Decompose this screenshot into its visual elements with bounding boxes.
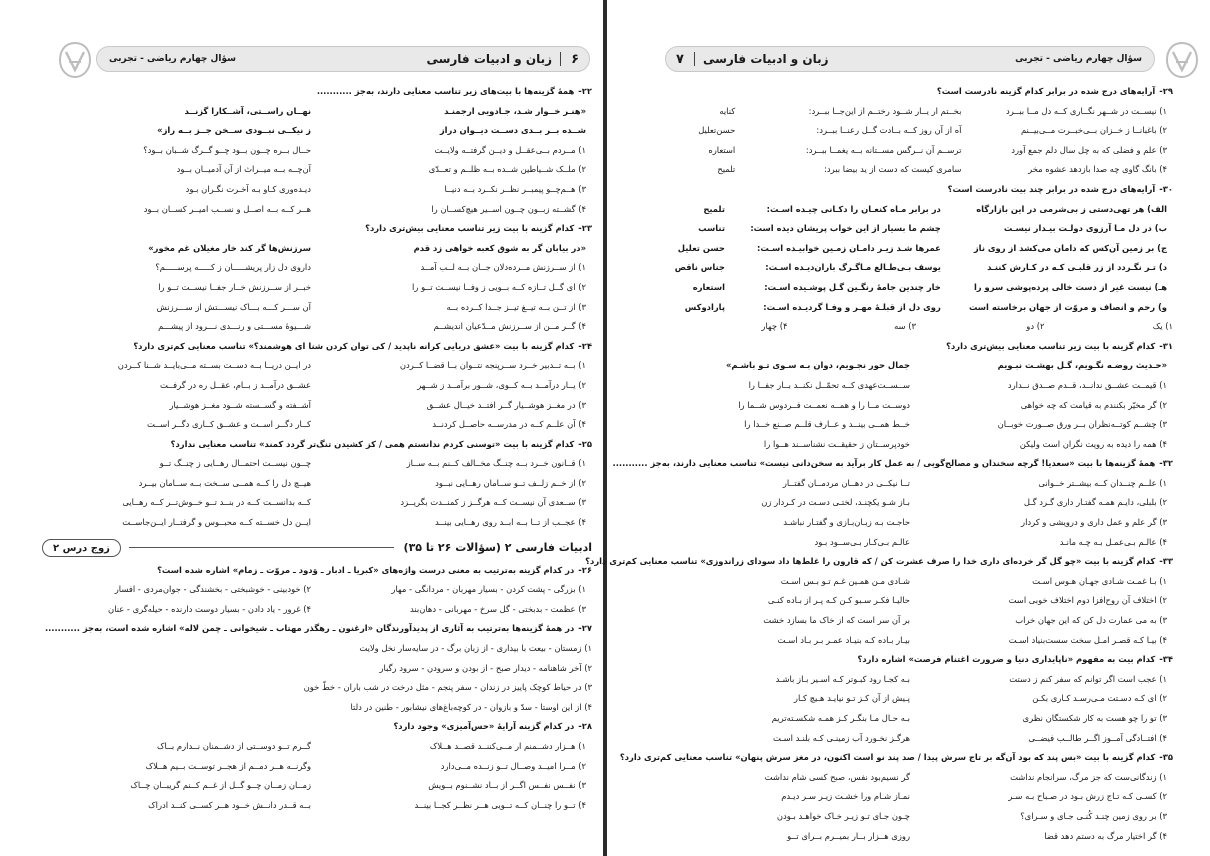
option-text: عالـم بـی‌کـار بـی‌ســود بـود [814,536,910,547]
option-text: ۳) نفــس نفــس اگــر از بــاد نشــنوم بــویش [428,780,586,791]
option-text: ۲) بلبلی، دایـم همـه گفتـار داری گـرد گـل [1023,497,1167,508]
option-text: گــرم تــو دوســتی از دشــمنان نــدارم بــاک [156,741,311,751]
option-row [42,600,592,620]
option-1[interactable] [659,474,1173,494]
option-4[interactable]: ۴) چهار [761,321,788,332]
options-row [659,317,1173,337]
option-text: سامری کیست که دست از ید بیضا ببرد: [824,164,962,175]
verse-row [659,239,1173,259]
option-2[interactable]: ۲) خودبینی - خوشبختی - بخشندگی - جوان‌مردی - افسار [114,584,311,595]
option-4[interactable]: ۴) غرور - یاد دادن - بسیار دوست دارنده - حیله‌گری - عنان [108,603,311,614]
option-text: ۱) زندگانی‌ست که جز مرگ، سرانجام نداشت [1010,771,1167,782]
device-label: حسن تعلیل [677,242,725,253]
option-3[interactable] [659,709,1173,729]
question-22 [42,82,592,102]
device-label: استعاره [708,144,736,155]
question-30 [659,180,1173,200]
option-text: بــه قــدر دانــش خــود هــر کســی کنــد ادراک [148,799,311,810]
verse-row [659,356,1173,376]
option-2[interactable] [42,376,592,396]
question-text: کدام گزینه با بیت «بس پند که بود آن‌گه بر تاج سرش پیدا / صد پند نو است اکنون، در مغز سرش پنهان» تناسب معنایی کم‌تری دارد؟ [619,752,1156,763]
option-text: حاجـت بـه زبـان‌بـازی و گفتـار نباشـد [783,517,910,528]
option-text: ۴) گــر مــن از ســرزنش مــدّعیان اندیشــم [433,321,586,332]
left-page [0,0,603,856]
publisher-logo-icon [1163,40,1201,80]
question-text: همهٔ گزینه‌ها با بیت «سعدیا! گرچه سخندان و مصالح‌گویی / به عمل کار برآید به سخن‌دانی نیست» تناسب معنایی دارند، به‌جز ........... [612,458,1156,469]
option-text: خودپرســتان ز حقیقــت نشناســند هــوا را [763,438,910,449]
option-text: بخــتم ار یــار شــود رختــم از این‌جــا ببــرد: [808,105,962,116]
option-text: ۳) بر روی زمین چنـد کُنـی جـای و سـرای؟ [1020,810,1167,821]
verse-right: «در بیابان گر به شوق کعبه خواهی زد قدم [413,242,586,253]
option-1[interactable] [42,258,592,278]
question-number: ۳۵- [1159,752,1173,763]
option-4[interactable] [42,200,592,220]
verse-left: جمال حور نجـویم، دوان بـه سـوی تـو باشـم» [725,360,910,371]
option-text: ۱) بـا غمـت شـادی جهـان هـوس اسـت [1032,575,1167,586]
verse-right: هـ) نیست غیر از دست خالی پرده‌پوشی سرو را [973,281,1167,292]
option-text: ۲) مــرا امیــد وصــال تــو زنــده مــی‌دارد [440,760,586,771]
question-35 [619,748,1173,768]
option-text: ۲) اختلاف آن روح‌افزا دوم اختلاف خوبی است [1008,595,1167,606]
option-text: دیـده‌وری کـاو بـه آخـرت نگـران بـود [185,183,311,194]
option-text: ســســت‌عهدی کــه تحمّــل نکنــد بــار جفــا را [748,379,910,390]
question-34 [659,650,1173,670]
option-text: ۱) قــانون خــرد بــه چنــگ مخــالف کــنم بــه ســاز [406,458,586,469]
option-text: شـادی مـن همـین غـم تـو بـس اسـت [780,575,910,586]
question-25 [42,435,592,455]
option-1[interactable] [42,141,592,161]
question-number: ۳۳- [1159,556,1173,567]
header-title: زبان و ادبیات فارسی [702,52,829,66]
page-number: ۶ [571,51,579,67]
question-number: ۲۳- [578,223,592,234]
option-text: حالیـا فکـر سـبو کـن کـه پـر از بـاده کنـی [767,595,910,606]
header-divider [560,52,561,66]
option-2[interactable] [659,396,1173,416]
option-text: ۱) نیســت در شــهر نگــاری کــه دل مــا ببــرد [1006,105,1167,116]
question-text: آرایه‌های درج شده در برابر چند بیت نادرست است؟ [947,183,1156,194]
question-text: کدام گزینه با بیت «عشق دریایی کرانه ناپدید / کی توان کردن شنا ای هوشمند؟» تناسب معنایی کم‌تری دارد؟ [133,340,575,351]
option-text: ۳) گر علم و عمل داری و درویشی و کردار [1021,517,1167,528]
option-text: ۴) افتــادگی آمــوز اگــر طالــب فیضــی [1028,732,1167,743]
option-text: روزی هــزار بــار بمیــرم بــرای تــو [787,830,910,841]
option-row [42,580,592,600]
header-title: زبان و ادبیات فارسی [426,52,553,66]
question-number: ۲۶- [578,564,592,575]
option-2[interactable] [659,787,1173,807]
question-number: ۳۲- [1159,458,1173,469]
option-text: ۲) یــار درآمــد بــه کــوی، شــور برآمــد ز شــهر [417,379,586,390]
option-text: ۴) گشــته زبــون چــون اســیر هیچ‌کســان را [431,203,586,214]
question-24 [42,337,592,357]
verse-right: شــده بــر بــدی دســت دیــوان دراز [439,125,586,136]
verse-right: و) رحم و انصاف و مروّت از جهان برخاسته است [968,301,1167,312]
section-divider [129,547,394,548]
option-2[interactable] [42,757,592,777]
question-text: در همهٔ گزینه‌ها به‌ترتیب به آثاری از پدیدآورندگان «ارغنون ـ رهگذر مهتاب ـ شیخوانی ـ چمن لاله» اشاره شده است، به‌جز ........... [44,623,575,634]
option-text: آن‌چــه بــه میــراث از آن آدمیــان بــود [176,164,311,175]
option-4[interactable] [42,415,592,435]
page-number: ۷ [676,51,684,67]
question-number: ۲۷- [578,623,592,634]
option-text: ۱) علــم چنــدان کــه بیشــتر خــوانی [1038,477,1167,488]
option-text: هــر کــه بــه اصــل و نســب امیــر کســان بــود [143,203,311,214]
option-1[interactable] [659,768,1173,788]
option-text: خبــر از ســرزنش خــار جفــا نیســت تــو را [158,281,311,292]
page-header [96,46,590,72]
option-text: گر نسیم‌بود نفس، صبح کسی شام نداشت [764,771,910,782]
option-1[interactable] [42,356,592,376]
option-text: عشــق درآمــد ز بــام، عقــل ره در گرفــت [159,379,311,390]
option-text: هیــچ دل را کــه همــی ســخت بــه ســامان بیــرد [138,477,311,488]
option-text: ۴) تــو را چنــان کــه تــویی هــر نظــر کجــا بینــد [414,799,586,810]
option-text: ۳) در مغــز هوشــیار گــر افتــد خیــال عشــق [426,399,586,410]
option-text: ۳) علم و فضلی که به چل سال دلم جمع آورد [1011,144,1167,155]
option-text: ۱) مــردم بــی‌عقــل و دیــن گرفتــه ولایــت [434,144,586,155]
device-label: تلمیح [717,164,736,175]
question-number: ۲۴- [578,340,592,351]
device-label: تناسب [698,223,725,234]
option-text: ۲) گر مخیّر بکنندم به قیامت که چه خواهی [1020,399,1167,410]
question-text: کدام گزینه با بیت «چو گل گر خرده‌ای داری خدا را صرف عشرت کن / که قارون را غلط‌ها داد سودای زراندوزی» تناسب معنایی کم‌تری دارد؟ [585,556,1156,567]
verse-left: روی دل از قبلـهٔ مهـر و وفـا گردیـده اسـت: [763,301,941,312]
option-3[interactable] [42,298,592,318]
option-1[interactable]: ۱) یک [1152,321,1173,332]
option-text: بـاز شـو یکچنـد، لختـی دسـت در کـردار زن [761,497,910,508]
verse-left: عمرها شـد زیـر دامـان زمـین خوابیـده اسـت: [756,242,941,253]
option-text: ۱) بــه تــدبیر خــرد ســرپنجه نتــوان بــا قضــا کــردن [399,360,586,371]
question-text: کدام گزینه با بیت زیر تناسب معنایی بیش‌تری دارد؟ [365,223,575,234]
option-text: آن ســـر کـــه بـــاک نیســـتش از ســـرزنش [156,301,311,312]
question-number: ۳۱- [1159,340,1173,351]
verse-left: یوسف بـی‌طـالع مـاگـرگ باران‌دیـده اسـت: [765,262,941,273]
question-text: آرایه‌های درج شده در برابر کدام گزینه نادرست است؟ [936,86,1156,96]
question-29 [659,82,1173,102]
verse-right: «حـدیث روضـه نگـویم، گـل بهشـت نبـویم [997,360,1167,371]
option-text: ۲) ای کـه دسـتت مـی‌رسـد کـاری بکـن [1032,693,1167,704]
publisher-logo-icon [56,40,94,80]
option-text: ۴) بانگ گاوی چه صدا بازدهد عشوه مخر [1028,164,1167,175]
option-3[interactable] [42,396,592,416]
option-3[interactable] [659,141,1173,161]
header-subtitle: سؤال چهارم ریاضی - تجربی [1015,54,1142,64]
option-text: ۳) به می عمارت دل کن که این جهان خراب [1015,615,1167,626]
option-text: داروی دل زار پریشـــــان ز کـــــه پرســـــم؟ [155,262,311,273]
option-3[interactable] [659,513,1173,533]
option-4[interactable] [659,827,1173,847]
verse-left: نهــان راســتی، آشــکارا گزنــد [184,105,311,116]
option-text: تــا نیکــی در دهــان مردمــان گفتــار [782,477,910,488]
section-title: ادبیات فارسی ۲ (سؤالات ۲۶ تا ۳۵) [403,540,592,554]
option-text: ۴) بیـا کـه قصـر امـل سخت سست‌بنیاد اسـت [1008,634,1167,645]
option-2[interactable] [42,278,592,298]
question-number: ۲۲- [578,86,592,96]
option-text: ۲) باغبانــا ز خــزان بــی‌خبــرت مــی‌بیــنم [1020,125,1167,136]
option-text: ۴) عالـم بـی‌عمـل بـه چـه مانـد [1059,536,1167,547]
header-subtitle: سؤال چهارم ریاضی - تجربی [109,54,236,64]
option-text: بـه کجـا رود کبـوتر کـه اسـیر بـاز باشـد [775,673,910,684]
option-3[interactable] [659,611,1173,631]
option-4[interactable]: ۴) از این اوستا - سدّ و بازوان - در کوچه‌باغ‌های نیشابور - طنین در دلتا [350,701,592,712]
verse-left: ز نیکــی نبــودی ســخن جــز بــه راز» [157,125,311,136]
option-text: ۴) آن علــم کــه در مدرســه حاصــل کردنــد [432,419,586,430]
option-3[interactable]: ۳) عظمت - بدبختی - گل سرخ - مهربانی - دهان‌بند [409,603,586,614]
question-text: در کدام گزینه آرایهٔ «حس‌آمیزی» وجود دارد؟ [393,721,575,732]
question-23 [42,219,592,239]
verse-right: «هنـر خــوار شـد، جـادویی ارجمنـد [444,105,586,116]
option-1[interactable] [42,454,592,474]
question-number: ۳۰- [1159,183,1173,194]
verse-row [42,102,592,122]
option-text: کــه بدانســت کــه در بنــد تــو خــوش‌تــر کــه رهــایی [122,497,311,508]
device-label: حسن‌تعلیل [698,125,736,136]
verse-row [42,239,592,259]
option-text: ۳) چشــم کوتــه‌نظران بــر ورق صــورت خوبــان [997,419,1167,430]
option-3[interactable] [42,180,592,200]
question-number: ۳۴- [1159,654,1173,665]
option-text: بـه حـال مـا بنگـر کـز همـه شکسـته‌تریم [771,713,910,723]
option-text: دوســت مــا را و همــه نعمــت فــردوس شــما را [738,399,910,410]
verse-left: خار چندین جامهٔ رنگـین گـل پوشـیده اسـت: [764,281,941,292]
option-text: ترســم آن نــرگس مســتانه بــه یغمــا ببــرد: [805,144,962,155]
option-1[interactable] [659,670,1173,690]
option-text: ۲) ای گــل تــازه کــه بــویی ز وفــا نیســت تــو را [412,281,586,292]
device-label: تلمیح [703,203,725,214]
option-1[interactable]: ۱) زمستان - بیعت با بیداری - از زبان برگ - در سایه‌سار نخل ولایت [359,643,592,654]
verse-left: در برابر مـاه کنعـان را دکـانی چیـده اسـت: [766,203,941,214]
question-text: کدام گزینه با بیت زیر تناسب معنایی بیش‌تری دارد؟ [946,340,1156,351]
option-text: نمـاز شـام ورا خشـت زیـر سـر دیـدم [781,791,910,802]
option-1[interactable] [659,572,1173,592]
option-2[interactable] [659,121,1173,141]
left-content [42,82,592,815]
option-3[interactable]: ۳) در حیاط کوچک پاییز در زندان - سفر پنجم - مثل درخت در شب باران - خطّ خون [303,682,592,693]
question-32 [612,454,1173,474]
device-label: استعاره [692,281,725,292]
section-bar [42,537,592,559]
option-text: ۱) از ســرزنش مــرده‌دلان جــان بــه لــب آمــد [420,262,586,273]
option-2[interactable] [659,689,1173,709]
verse-row [659,258,1173,278]
option-text: آه از آن روز کــه بــادت گــل رعنــا ببــرد: [816,125,962,136]
option-4[interactable] [659,160,1173,180]
option-4[interactable] [42,513,592,533]
option-text: آشــفته و گســسته شــود مغــز هوشــیار [169,399,311,410]
option-text: هرگـز نخـورد آب زمینـی کـه بلنـد اسـت [772,732,910,743]
question-text: کدام گزینه با بیت «توسنی کردم ندانستم همی / کز کشیدن تنگ‌تر گردد کمند» تناسب معنایی ندارد؟ [170,438,575,449]
device-label: پارادوکس [684,301,725,312]
option-text: پـیش از آن کـز تـو نیایـد هـیچ کـار [793,693,910,704]
option-text: شـــیوهٔ مســـتی و رنـــدی نـــرود از پیشـــم [158,321,311,332]
option-text: ۴) عجــب از تــا بــه ابــد روی رهــایی بینــد [434,517,586,528]
verse-row [42,121,592,141]
question-27 [42,619,592,639]
option-text: ۱) هــزار دشــمنم ار مــی‌کننــد قصــد هــلاک [429,741,586,751]
option-text: بر آن سر است که از خاک ما بسازد خشت [763,615,910,626]
verse-row [659,298,1173,318]
option-text: ۳) هــم‌چــو پیمبــر نظــر نکــرد بــه دنیــا [444,183,586,194]
option-text: چـون جـای تـو زیـر خـاک خواهـد بـودن [776,810,910,821]
option-2[interactable]: ۲) دو [1026,321,1045,332]
option-2[interactable] [42,474,592,494]
option-text: ۳) از تــن بــه تیــغ تیــز جــدا کــرده بــه [446,301,586,312]
option-text: ایــن دل خســته کــه محبــوس و گرفتــار ایــن‌جاســت [122,517,311,528]
question-number: ۲۸- [578,721,592,732]
option-text: زمــان زمــان چــو گــل از غــم کــنم گریبــان چــاک [130,780,311,791]
verse-row [659,219,1173,239]
option-3[interactable] [659,807,1173,827]
option-text: چــون نیســت احتمــال رهــایی ز چنــگ تــو [159,458,311,469]
verse-right: ج) بر زمین آن‌کس که دامان می‌کشد از روی ناز [973,242,1167,253]
option-text: وگرنــه هــر دمــم از هجــر توســت بــیم هــلاک [145,760,311,771]
option-1[interactable]: ۱) بزرگی - پشت کردن - بسیار مهربان - مردانگی - مهار [391,584,586,595]
question-text: کدام بیت به مفهوم «ناپایداری دنیا و ضرورت اغتنام فرصت» اشاره دارد؟ [857,654,1156,665]
option-text: ۲) کسـی کـه تـاج زرش بـود در صـباح بـه سـر [1008,791,1167,802]
question-31 [659,337,1173,357]
verse-left: سرزنش‌ها گر کند خار مغیلان غم مخور» [148,242,311,253]
option-3[interactable] [659,415,1173,435]
question-number: ۲۹- [1159,86,1173,96]
option-text: ۴) گر اختیار مرگ به دستم دهد قضا [1044,830,1167,841]
option-4[interactable] [659,631,1173,651]
option-text: ۴) همه را دیده به رویت نگران است ولیکن [1019,438,1167,449]
question-text: در کدام گزینه به‌ترتیب به معنی درست واژه‌های «کبریا ـ ادبار ـ وَدود ـ مروّت ـ زمام» اشاره شده است؟ [157,564,575,575]
option-text: ۳) تو را چو هست به کار شکستگان نظری [1022,713,1167,723]
option-4[interactable] [659,729,1173,749]
question-33 [585,552,1173,572]
device-label: جناس ناقص [674,262,725,273]
option-1[interactable] [659,376,1173,396]
option-text: ۱) عجب است اگر توانم که سفر کنم ز دستت [1009,673,1167,684]
option-4[interactable] [659,435,1173,455]
verse-row [659,278,1173,298]
option-4[interactable] [659,533,1173,553]
option-text: خــط همــی بینــد و عــارف قلــم صــنع خــدا را [744,419,910,430]
option-3[interactable] [42,493,592,513]
page-header [665,46,1155,72]
option-1[interactable] [659,102,1173,122]
option-2[interactable] [659,591,1173,611]
option-4[interactable] [42,317,592,337]
option-text: حــال بــره چــون بــود چــو گــرگ شــبان بــود؟ [143,144,311,155]
verse-row [659,200,1173,220]
option-1[interactable] [42,737,592,757]
question-28 [42,717,592,737]
option-text: ۱) قیمــت عشــق ندانــد، قــدم صــدق نــدارد [1007,379,1167,390]
option-text: کــار دگــر اســت و عشــق کــاری دگــر اســت [146,419,311,430]
question-number: ۲۵- [578,438,592,449]
option-text: ۳) ســعدی آن نیســت کــه هرگــز ز کمنــدت بگریــزد [400,497,586,508]
verse-right: الف) هر تهی‌دستی ز بی‌شرمی در این بازارگاه [976,203,1167,214]
question-text: همهٔ گزینه‌ها با بیت‌های زیر تناسب معنایی دارند، به‌جز ........... [316,86,575,96]
question-26 [42,561,592,581]
device-label: کنایه [719,105,736,116]
verse-left: چشم ما بسیار از این خواب پریشان دیده است: [750,223,941,234]
option-2[interactable] [42,160,592,180]
option-text: بیـار بـاده کـه بنیـاد عمـر بـر بـاد اسـت [777,634,910,645]
option-3[interactable] [42,776,592,796]
option-2[interactable] [659,493,1173,513]
option-3[interactable]: ۳) سه [894,321,916,332]
option-text: ۲) ملــک شــیاطین شــده بــه ظلــم و تعــدّی [428,164,586,175]
option-text: ۲) از خــم زلــف تــو ســامان رهــایی نبــود [435,477,586,488]
verse-right: ب) در دل مـا آرزوی دولـت بیـدار نیسـت [1003,223,1167,234]
option-2[interactable]: ۲) آخر شاهنامه - دیدار صبح - از بودن و سرودن - سرود رگبار [379,662,592,673]
option-4[interactable] [42,796,592,816]
option-text: در ایــن دریــا بــه دســت بســته مــی‌بایــد شــنا کــردن [117,360,311,371]
lesson-badge: زوج درس ۲ [42,539,121,557]
verse-right: د) تـر نگـردد از زر قلبـی کـه در کـارش کننـد [987,262,1167,273]
